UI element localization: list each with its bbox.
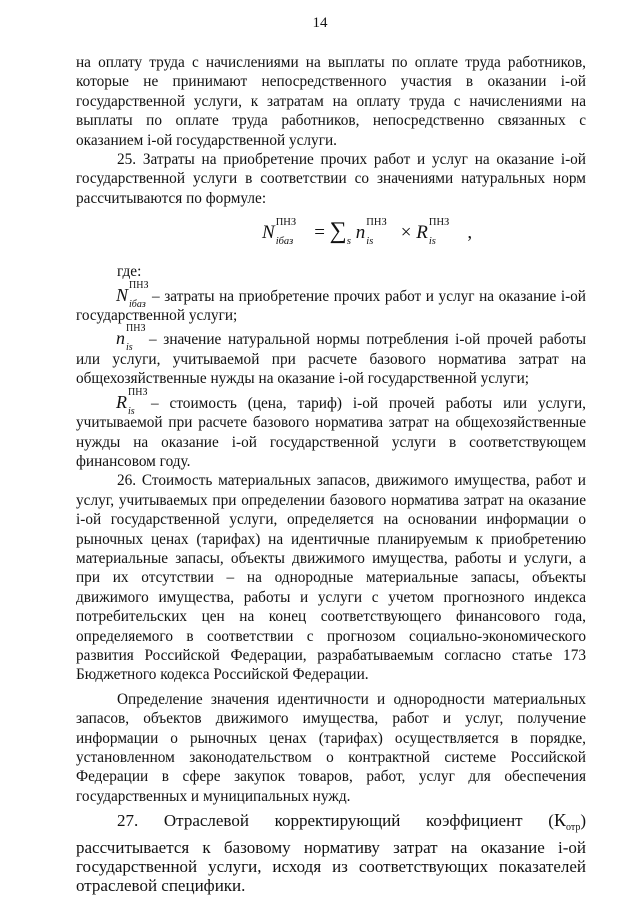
symbol-N: N ПНЗ iбаз xyxy=(116,279,149,310)
coefficient-K: К xyxy=(553,810,566,831)
definition-R: R ПНЗ is – стоимость (цена, тариф) i-ой прочей работы или услуги, учитываемой при расчете базового норматива затрат на общехозяйственные нужды на оказание i-ой государственной услуги в соответствующем финансовом году. xyxy=(76,386,586,470)
formula-N: N ПНЗ iбаз xyxy=(262,217,297,248)
symbol-R: R ПНЗ is xyxy=(116,386,148,417)
definition-n: n ПНЗ is – значение натуральной нормы потребления i-ой прочей работы или услуги, учитываемой при расчете базового норматива затрат на общехозяйственные нужды на оказание i-ой государственной услуги; xyxy=(76,323,586,388)
symbol-n: n ПНЗ is xyxy=(116,323,146,354)
paragraph-continuation: на оплату труда с начислениями на выплаты по оплате труда работников, которые не принимают непосредственного участия в оказании i-ой государственной услуги, к затратам на оплату труда с начислениями на выплаты по оплате труда работников, непосредственно связанных с оказанием i-ой государственной услуги. xyxy=(76,54,586,149)
formula-n: n ПНЗ is xyxy=(355,217,387,248)
paragraph-26-continued: Определение значения идентичности и однородности материальных запасов, объектов движимого имущества, работ и услуг, получение информации о рыночных ценах (тарифах) осуществляется в порядке, установленном законодательством о контрактной системе Российской Федерации в сфере закупок товаров, работ, услуг для обеспечения государственных и муниципальных нужд. xyxy=(76,690,586,805)
formula-comma: , xyxy=(467,222,473,244)
formula-times: × xyxy=(400,222,412,244)
formula xyxy=(76,216,586,262)
formula-sum: ∑ xyxy=(329,218,347,245)
paragraph-26: 26. Стоимость материальных запасов, движимого имущества, работ и услуг, учитываемых при определении базового норматива затрат на оказание i-ой государственной услуги, определяется на основании информации о рыночных ценах (тарифах) на идентичные планируемым к приобретению материальные запасы, объекты движимого имущества, работы и услуги, а при их отсутствии – на однородные материальные запасы, объекты движимого имущества, работы и услуги с учетом прогнозного индекса потребительских цен на конец соответствующего финансового года, определяемого в соответствии с прогнозом социально-экономического развития Российской Федерации, разрабатываемым согласно статье 173 Бюджетного кодекса Российской Федерации. xyxy=(76,472,586,684)
page-number: 14 xyxy=(312,15,328,31)
formula-R: R ПНЗ is xyxy=(416,217,450,248)
definition-N: N ПНЗ iбаз – затраты на приобретение прочих работ и услуг на оказание i-ой государственной услуги; xyxy=(76,279,586,325)
coefficient-K-subscript: отр xyxy=(565,822,581,834)
formula-equals: = xyxy=(314,222,325,244)
where-label: где: xyxy=(117,263,142,281)
formula-sum-index: s xyxy=(346,235,352,248)
paragraph-27: 27. Отраслевой корректирующий коэффициент $(К_{отр})$ рассчитывается к базовому нормативу затрат на оказание i-ой государственной услуги, исходя из соответствующих показателей отраслевой специфики. xyxy=(76,810,586,896)
document-body xyxy=(76,53,586,896)
paragraph-25: 25. Затраты на приобретение прочих работ и услуг на оказание i-ой государственной услуги в соответствии со значениями натуральных норм рассчитываются по формуле: xyxy=(76,151,586,207)
